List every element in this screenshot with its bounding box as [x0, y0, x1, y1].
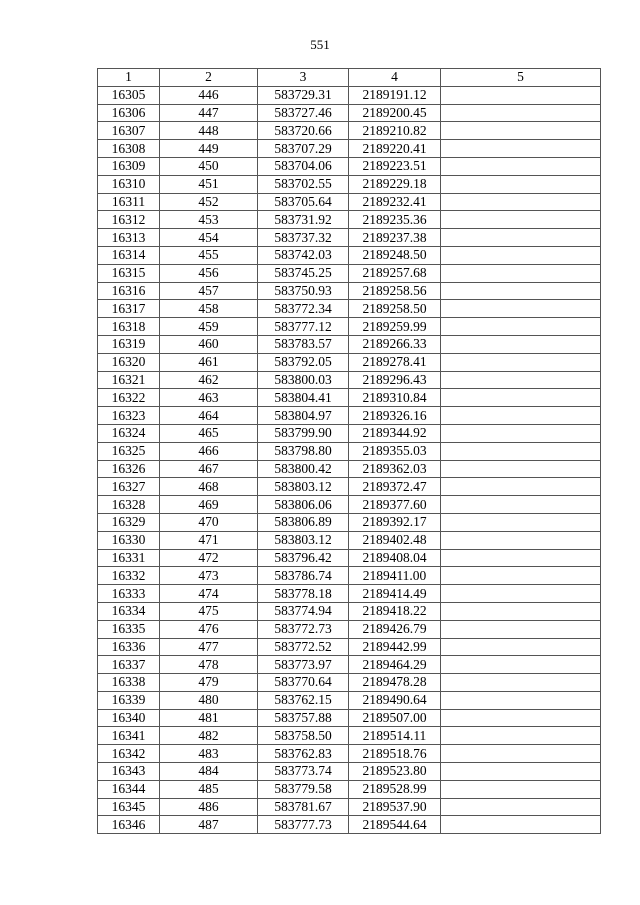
- y-coordinate-cell: 2189232.41: [349, 193, 441, 211]
- table-row: [98, 602, 601, 620]
- x-coordinate-cell: 583799.90: [258, 424, 349, 442]
- note-cell: [441, 816, 601, 834]
- note-cell: [441, 300, 601, 318]
- x-coordinate-cell: 583705.64: [258, 193, 349, 211]
- y-coordinate-cell: 2189310.84: [349, 389, 441, 407]
- x-coordinate-cell: 583727.46: [258, 104, 349, 122]
- point-number-cell: 483: [160, 745, 258, 763]
- y-coordinate-cell: 2189523.80: [349, 763, 441, 781]
- point-id-cell: 16344: [98, 780, 160, 798]
- x-coordinate-cell: 583772.34: [258, 300, 349, 318]
- note-cell: [441, 229, 601, 247]
- y-coordinate-cell: 2189257.68: [349, 264, 441, 282]
- x-coordinate-cell: 583731.92: [258, 211, 349, 229]
- y-coordinate-cell: 2189402.48: [349, 531, 441, 549]
- note-cell: [441, 371, 601, 389]
- table-row: [98, 442, 601, 460]
- point-number-cell: 462: [160, 371, 258, 389]
- y-coordinate-cell: 2189478.28: [349, 674, 441, 692]
- table-row: [98, 531, 601, 549]
- x-coordinate-cell: 583804.41: [258, 389, 349, 407]
- y-coordinate-cell: 2189528.99: [349, 780, 441, 798]
- y-coordinate-cell: 2189514.11: [349, 727, 441, 745]
- note-cell: [441, 424, 601, 442]
- y-coordinate-cell: 2189544.64: [349, 816, 441, 834]
- point-number-cell: 466: [160, 442, 258, 460]
- x-coordinate-cell: 583702.55: [258, 175, 349, 193]
- table-row: [98, 709, 601, 727]
- table-header-row: [98, 69, 601, 87]
- note-cell: [441, 656, 601, 674]
- table-row: [98, 513, 601, 531]
- note-cell: [441, 264, 601, 282]
- note-cell: [441, 175, 601, 193]
- note-cell: [441, 353, 601, 371]
- y-coordinate-cell: 2189229.18: [349, 175, 441, 193]
- point-number-cell: 470: [160, 513, 258, 531]
- point-number-cell: 468: [160, 478, 258, 496]
- table-row: [98, 140, 601, 158]
- table-row: [98, 745, 601, 763]
- point-number-cell: 487: [160, 816, 258, 834]
- table-row: [98, 211, 601, 229]
- point-number-cell: 469: [160, 496, 258, 514]
- y-coordinate-cell: 2189326.16: [349, 407, 441, 425]
- x-coordinate-cell: 583737.32: [258, 229, 349, 247]
- y-coordinate-cell: 2189344.92: [349, 424, 441, 442]
- point-number-cell: 447: [160, 104, 258, 122]
- note-cell: [441, 193, 601, 211]
- point-id-cell: 16335: [98, 620, 160, 638]
- table-row: [98, 371, 601, 389]
- table-row: [98, 407, 601, 425]
- x-coordinate-cell: 583770.64: [258, 674, 349, 692]
- x-coordinate-cell: 583757.88: [258, 709, 349, 727]
- y-coordinate-cell: 2189392.17: [349, 513, 441, 531]
- point-number-cell: 450: [160, 157, 258, 175]
- table-row: [98, 620, 601, 638]
- table-row: [98, 300, 601, 318]
- table-row: [98, 122, 601, 140]
- point-id-cell: 16329: [98, 513, 160, 531]
- table-row: [98, 193, 601, 211]
- y-coordinate-cell: 2189235.36: [349, 211, 441, 229]
- x-coordinate-cell: 583774.94: [258, 602, 349, 620]
- x-coordinate-cell: 583806.06: [258, 496, 349, 514]
- table-row: [98, 496, 601, 514]
- x-coordinate-cell: 583796.42: [258, 549, 349, 567]
- note-cell: [441, 282, 601, 300]
- x-coordinate-cell: 583804.97: [258, 407, 349, 425]
- note-cell: [441, 745, 601, 763]
- y-coordinate-cell: 2189266.33: [349, 335, 441, 353]
- y-coordinate-cell: 2189362.03: [349, 460, 441, 478]
- x-coordinate-cell: 583750.93: [258, 282, 349, 300]
- note-cell: [441, 335, 601, 353]
- note-cell: [441, 567, 601, 585]
- point-id-cell: 16340: [98, 709, 160, 727]
- point-id-cell: 16308: [98, 140, 160, 158]
- table-row: [98, 104, 601, 122]
- note-cell: [441, 691, 601, 709]
- point-number-cell: 476: [160, 620, 258, 638]
- x-coordinate-cell: 583777.12: [258, 318, 349, 336]
- note-cell: [441, 602, 601, 620]
- y-coordinate-cell: 2189258.56: [349, 282, 441, 300]
- point-number-cell: 454: [160, 229, 258, 247]
- point-number-cell: 452: [160, 193, 258, 211]
- note-cell: [441, 140, 601, 158]
- note-cell: [441, 513, 601, 531]
- x-coordinate-cell: 583745.25: [258, 264, 349, 282]
- note-cell: [441, 407, 601, 425]
- y-coordinate-cell: 2189237.38: [349, 229, 441, 247]
- note-cell: [441, 389, 601, 407]
- y-coordinate-cell: 2189442.99: [349, 638, 441, 656]
- point-id-cell: 16310: [98, 175, 160, 193]
- point-id-cell: 16318: [98, 318, 160, 336]
- point-id-cell: 16324: [98, 424, 160, 442]
- point-number-cell: 455: [160, 246, 258, 264]
- y-coordinate-cell: 2189464.29: [349, 656, 441, 674]
- table-row: [98, 157, 601, 175]
- note-cell: [441, 86, 601, 104]
- point-number-cell: 475: [160, 602, 258, 620]
- note-cell: [441, 496, 601, 514]
- x-coordinate-cell: 583792.05: [258, 353, 349, 371]
- x-coordinate-cell: 583798.80: [258, 442, 349, 460]
- point-number-cell: 477: [160, 638, 258, 656]
- note-cell: [441, 638, 601, 656]
- x-coordinate-cell: 583742.03: [258, 246, 349, 264]
- table-row: [98, 389, 601, 407]
- column-header-3: 3: [258, 69, 349, 87]
- x-coordinate-cell: 583783.57: [258, 335, 349, 353]
- point-id-cell: 16336: [98, 638, 160, 656]
- table-row: [98, 674, 601, 692]
- note-cell: [441, 442, 601, 460]
- x-coordinate-cell: 583772.73: [258, 620, 349, 638]
- y-coordinate-cell: 2189210.82: [349, 122, 441, 140]
- point-id-cell: 16325: [98, 442, 160, 460]
- point-number-cell: 451: [160, 175, 258, 193]
- note-cell: [441, 104, 601, 122]
- note-cell: [441, 798, 601, 816]
- point-number-cell: 471: [160, 531, 258, 549]
- point-number-cell: 480: [160, 691, 258, 709]
- y-coordinate-cell: 2189278.41: [349, 353, 441, 371]
- table-row: [98, 763, 601, 781]
- point-number-cell: 482: [160, 727, 258, 745]
- table-row: [98, 478, 601, 496]
- table-row: [98, 727, 601, 745]
- y-coordinate-cell: 2189200.45: [349, 104, 441, 122]
- point-number-cell: 453: [160, 211, 258, 229]
- table-row: [98, 335, 601, 353]
- table-row: [98, 246, 601, 264]
- point-id-cell: 16328: [98, 496, 160, 514]
- point-number-cell: 472: [160, 549, 258, 567]
- note-cell: [441, 478, 601, 496]
- table-row: [98, 798, 601, 816]
- y-coordinate-cell: 2189377.60: [349, 496, 441, 514]
- point-number-cell: 478: [160, 656, 258, 674]
- page-number: 551: [310, 37, 330, 52]
- point-number-cell: 461: [160, 353, 258, 371]
- table-row: [98, 567, 601, 585]
- point-number-cell: 474: [160, 585, 258, 603]
- point-id-cell: 16327: [98, 478, 160, 496]
- x-coordinate-cell: 583781.67: [258, 798, 349, 816]
- column-header-5: 5: [441, 69, 601, 87]
- y-coordinate-cell: 2189223.51: [349, 157, 441, 175]
- note-cell: [441, 709, 601, 727]
- point-number-cell: 446: [160, 86, 258, 104]
- table-row: [98, 691, 601, 709]
- point-id-cell: 16338: [98, 674, 160, 692]
- note-cell: [441, 674, 601, 692]
- x-coordinate-cell: 583707.29: [258, 140, 349, 158]
- note-cell: [441, 122, 601, 140]
- note-cell: [441, 780, 601, 798]
- coordinates-table: [97, 68, 601, 834]
- note-cell: [441, 157, 601, 175]
- note-cell: [441, 727, 601, 745]
- table-body: [98, 86, 601, 833]
- y-coordinate-cell: 2189372.47: [349, 478, 441, 496]
- table-row: [98, 816, 601, 834]
- point-id-cell: 16331: [98, 549, 160, 567]
- table-row: [98, 353, 601, 371]
- column-header-1: 1: [98, 69, 160, 87]
- point-number-cell: 456: [160, 264, 258, 282]
- column-header-2: 2: [160, 69, 258, 87]
- point-id-cell: 16322: [98, 389, 160, 407]
- x-coordinate-cell: 583773.97: [258, 656, 349, 674]
- point-number-cell: 464: [160, 407, 258, 425]
- x-coordinate-cell: 583800.42: [258, 460, 349, 478]
- point-number-cell: 449: [160, 140, 258, 158]
- point-id-cell: 16314: [98, 246, 160, 264]
- note-cell: [441, 211, 601, 229]
- point-id-cell: 16337: [98, 656, 160, 674]
- y-coordinate-cell: 2189411.00: [349, 567, 441, 585]
- x-coordinate-cell: 583803.12: [258, 531, 349, 549]
- point-number-cell: 465: [160, 424, 258, 442]
- y-coordinate-cell: 2189220.41: [349, 140, 441, 158]
- point-id-cell: 16312: [98, 211, 160, 229]
- table-row: [98, 638, 601, 656]
- table-row: [98, 282, 601, 300]
- y-coordinate-cell: 2189408.04: [349, 549, 441, 567]
- note-cell: [441, 318, 601, 336]
- y-coordinate-cell: 2189518.76: [349, 745, 441, 763]
- x-coordinate-cell: 583779.58: [258, 780, 349, 798]
- y-coordinate-cell: 2189507.00: [349, 709, 441, 727]
- point-id-cell: 16323: [98, 407, 160, 425]
- table-row: [98, 229, 601, 247]
- table-row: [98, 549, 601, 567]
- x-coordinate-cell: 583786.74: [258, 567, 349, 585]
- table-row: [98, 780, 601, 798]
- point-id-cell: 16326: [98, 460, 160, 478]
- point-id-cell: 16316: [98, 282, 160, 300]
- point-number-cell: 457: [160, 282, 258, 300]
- note-cell: [441, 585, 601, 603]
- point-number-cell: 463: [160, 389, 258, 407]
- point-id-cell: 16342: [98, 745, 160, 763]
- point-id-cell: 16332: [98, 567, 160, 585]
- table-row: [98, 318, 601, 336]
- x-coordinate-cell: 583729.31: [258, 86, 349, 104]
- point-id-cell: 16315: [98, 264, 160, 282]
- y-coordinate-cell: 2189355.03: [349, 442, 441, 460]
- point-id-cell: 16306: [98, 104, 160, 122]
- table-row: [98, 264, 601, 282]
- point-id-cell: 16343: [98, 763, 160, 781]
- x-coordinate-cell: 583704.06: [258, 157, 349, 175]
- point-id-cell: 16307: [98, 122, 160, 140]
- point-number-cell: 484: [160, 763, 258, 781]
- point-number-cell: 467: [160, 460, 258, 478]
- point-number-cell: 473: [160, 567, 258, 585]
- table-row: [98, 424, 601, 442]
- point-number-cell: 486: [160, 798, 258, 816]
- x-coordinate-cell: 583778.18: [258, 585, 349, 603]
- x-coordinate-cell: 583777.73: [258, 816, 349, 834]
- x-coordinate-cell: 583773.74: [258, 763, 349, 781]
- y-coordinate-cell: 2189248.50: [349, 246, 441, 264]
- y-coordinate-cell: 2189426.79: [349, 620, 441, 638]
- point-id-cell: 16345: [98, 798, 160, 816]
- point-number-cell: 459: [160, 318, 258, 336]
- note-cell: [441, 460, 601, 478]
- note-cell: [441, 763, 601, 781]
- point-id-cell: 16346: [98, 816, 160, 834]
- note-cell: [441, 531, 601, 549]
- point-id-cell: 16339: [98, 691, 160, 709]
- x-coordinate-cell: 583762.83: [258, 745, 349, 763]
- point-id-cell: 16341: [98, 727, 160, 745]
- x-coordinate-cell: 583762.15: [258, 691, 349, 709]
- point-id-cell: 16334: [98, 602, 160, 620]
- point-number-cell: 485: [160, 780, 258, 798]
- table-row: [98, 656, 601, 674]
- y-coordinate-cell: 2189258.50: [349, 300, 441, 318]
- point-id-cell: 16309: [98, 157, 160, 175]
- x-coordinate-cell: 583803.12: [258, 478, 349, 496]
- point-number-cell: 448: [160, 122, 258, 140]
- y-coordinate-cell: 2189418.22: [349, 602, 441, 620]
- point-id-cell: 16321: [98, 371, 160, 389]
- point-id-cell: 16305: [98, 86, 160, 104]
- point-id-cell: 16313: [98, 229, 160, 247]
- x-coordinate-cell: 583720.66: [258, 122, 349, 140]
- note-cell: [441, 549, 601, 567]
- point-number-cell: 479: [160, 674, 258, 692]
- point-id-cell: 16311: [98, 193, 160, 211]
- y-coordinate-cell: 2189537.90: [349, 798, 441, 816]
- x-coordinate-cell: 583772.52: [258, 638, 349, 656]
- y-coordinate-cell: 2189259.99: [349, 318, 441, 336]
- y-coordinate-cell: 2189191.12: [349, 86, 441, 104]
- y-coordinate-cell: 2189490.64: [349, 691, 441, 709]
- x-coordinate-cell: 583758.50: [258, 727, 349, 745]
- column-header-4: 4: [349, 69, 441, 87]
- point-id-cell: 16319: [98, 335, 160, 353]
- y-coordinate-cell: 2189414.49: [349, 585, 441, 603]
- point-id-cell: 16330: [98, 531, 160, 549]
- point-number-cell: 458: [160, 300, 258, 318]
- x-coordinate-cell: 583800.03: [258, 371, 349, 389]
- point-number-cell: 481: [160, 709, 258, 727]
- table-row: [98, 86, 601, 104]
- table-row: [98, 460, 601, 478]
- point-id-cell: 16333: [98, 585, 160, 603]
- table-row: [98, 175, 601, 193]
- note-cell: [441, 620, 601, 638]
- point-id-cell: 16320: [98, 353, 160, 371]
- table-row: [98, 585, 601, 603]
- note-cell: [441, 246, 601, 264]
- x-coordinate-cell: 583806.89: [258, 513, 349, 531]
- point-number-cell: 460: [160, 335, 258, 353]
- point-id-cell: 16317: [98, 300, 160, 318]
- y-coordinate-cell: 2189296.43: [349, 371, 441, 389]
